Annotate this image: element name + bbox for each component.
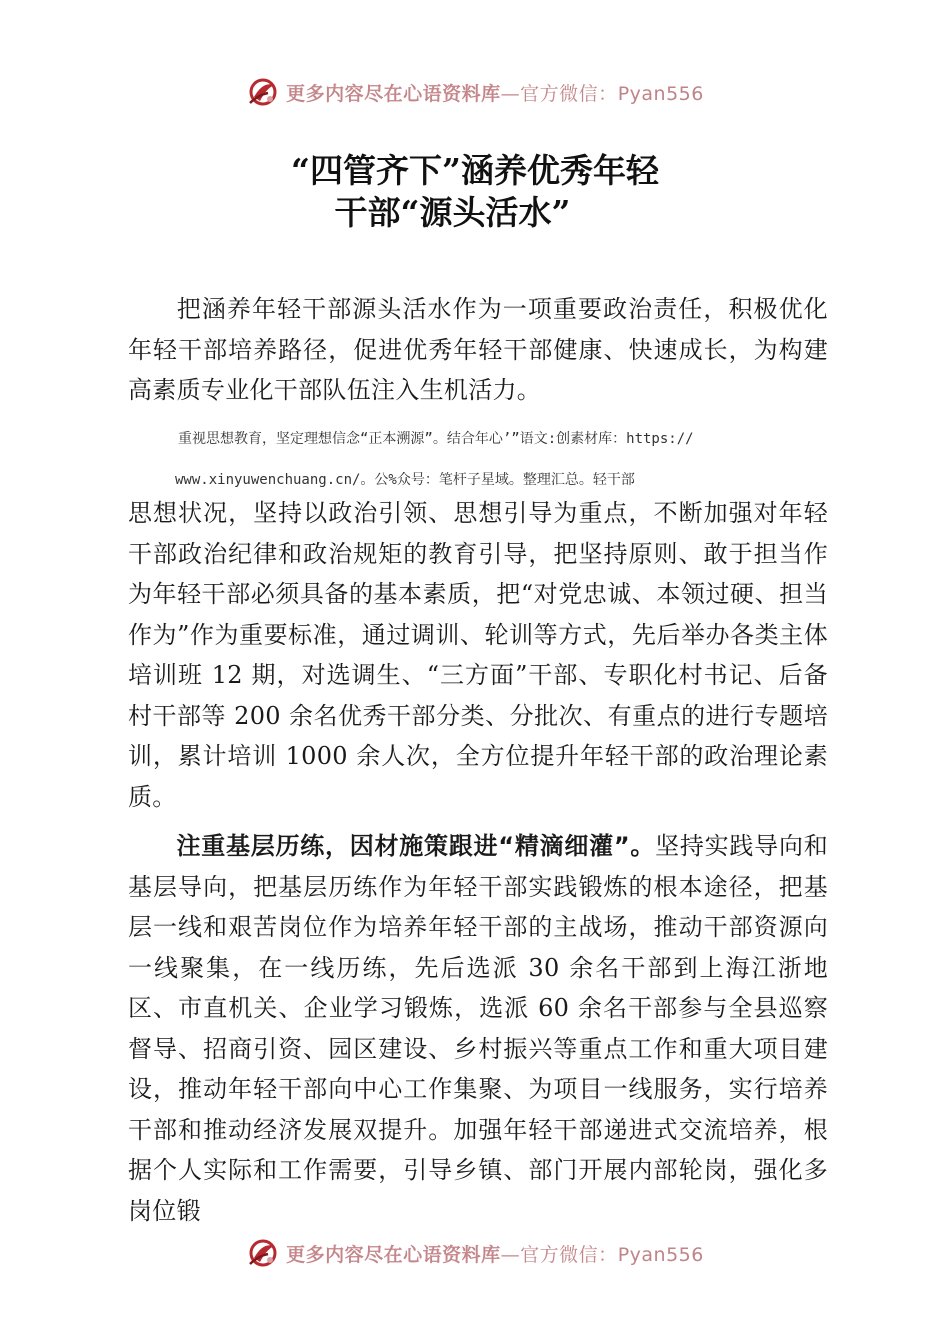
body-paragraph-3 xyxy=(128,826,828,1231)
paragraph-3-lead: 注重基层历练，因材施策跟进“精滴细灌”。 xyxy=(176,832,656,860)
banner-text xyxy=(286,1240,704,1267)
banner-text xyxy=(286,79,704,106)
inserted-note-line-2: www.xinyuwenchuang.cn/。公%众号：笔杆子星域。整理汇总。轻干部 xyxy=(175,472,635,488)
intro-paragraph xyxy=(128,289,828,411)
article-title xyxy=(0,150,950,234)
banner-account: Pyan556 xyxy=(617,82,704,105)
footer-banner xyxy=(0,1233,950,1273)
title-line-1: “四管齐下”涵养优秀年轻 xyxy=(291,151,659,190)
banner-library-text: 更多内容尽在心语资料库 xyxy=(286,1243,501,1266)
body-paragraph-2: 思想状况，坚持以政治引领、思想引导为重点，不断加强对年轻干部政治纪律和政治规矩的教育引导，把坚持原则、敢于担当作为年轻干部必须具备的基本素质，把“对党忠诚、本领过硬、担当作为”作为重要标准，通过调训、轮训等方式，先后举办各类主体培训班 12 期，对选调生、“三方面”干部、专职化村书记、后备村干部等 200 余名优秀干部分类、分批次、有重点的进行专题培训，累计培训 1000 余人次，全方位提升年轻干部的政治理论素质。 xyxy=(128,499,828,811)
swirl-logo-icon xyxy=(246,75,280,109)
banner-account: Pyan556 xyxy=(617,1243,704,1266)
banner-wechat-text: —官方微信： xyxy=(500,1243,618,1266)
banner-library-text: 更多内容尽在心语资料库 xyxy=(286,82,501,105)
inserted-note-line-1: 重视思想教育，坚定理想信念“正本溯源”。结合年心’”语文:创素材库：https:// xyxy=(178,431,694,447)
intro-paragraph-text: 把涵养年轻干部源头活水作为一项重要政治责任，积极优化年轻干部培养路径，促进优秀年轻干部健康、快速成长，为构建高素质专业化干部队伍注入生机活力。 xyxy=(128,295,828,404)
title-line-2: 干部“源头活水” xyxy=(334,193,571,232)
paragraph-3-body: 坚持实践导向和基层导向，把基层历练作为年轻干部实践锻炼的根本途径，把基层一线和艰苦岗位作为培养年轻干部的主战场，推动干部资源向一线聚集，在一线历练，先后选派 30 余名干部到上海江浙地区、市直机关、企业学习锻炼，选派 60 余名干部参与全县巡察督导、招商引资、园区建设、乡村振兴等重点工作和重大项目建设，推动年轻干部向中心工作集聚、为项目一线服务，实行培养干部和推动经济发展双提升。加强年轻干部递进式交流培养，根据个人实际和工作需要，引导乡镇、部门开展内部轮岗，强化多岗位锻 xyxy=(128,832,828,1225)
banner-wechat-text: —官方微信： xyxy=(500,82,618,105)
swirl-logo-icon xyxy=(246,1236,280,1270)
header-banner xyxy=(0,72,950,112)
